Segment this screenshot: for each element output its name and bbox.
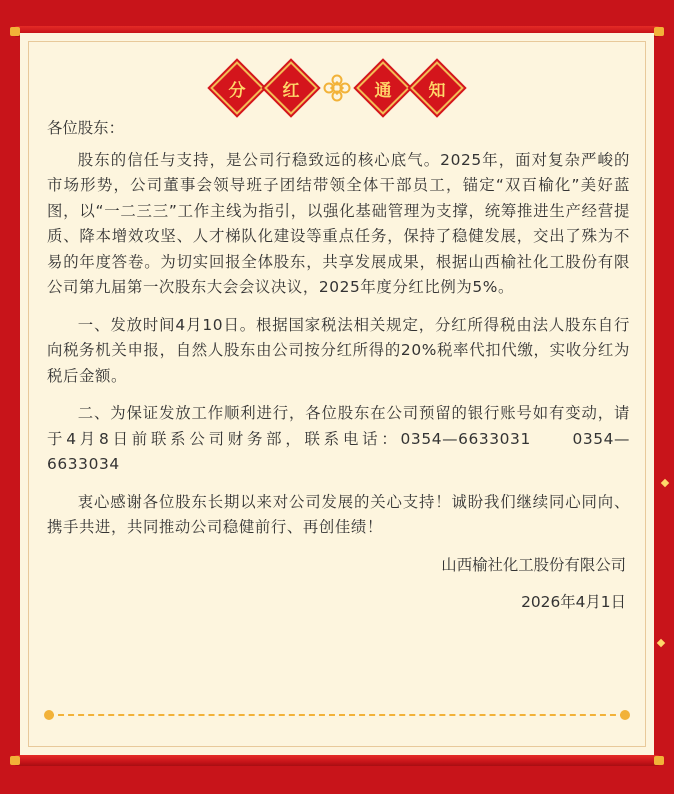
title-char: 分 [228,80,246,101]
title-diamond [410,61,464,115]
divider-dot [620,710,630,720]
sparkle-icon [661,479,669,487]
notice-title [0,63,674,113]
intro-paragraph: 股东的信任与支持，是公司行稳致远的核心底气。2025年，面对复杂严峻的市场形势，公司董事会领导班子团结带领全体干部员工，锚定“双百榆化”美好蓝图，以“一二三三”工作主线为指引，以强化基础管理为支撑，统筹推进生产经营提质、降本增效攻坚、人才梯队化建设等重点任务，保持了稳健发展，交出了殊为不易的年度答卷。为切实回报全体股东，共享发展成果，根据山西榆社化工股份有限公司第九届第一次股东大会会议决议，2025年度分红比例为5%。 [47,150,630,296]
title-char: 通 [374,80,392,101]
signature-date: 2026年4月1日 [521,593,626,611]
contact-paragraph: 二、为保证发放工作顺利进行，各位股东在公司预留的银行账号如有变动，请于4月8日前联系公司财务部，联系电话：0354—6633031 0354—6633034 [47,404,630,473]
title-char: 知 [428,80,446,101]
notice-body [47,116,630,616]
title-diamond [356,61,410,115]
signature-company: 山西榆社化工股份有限公司 [441,555,626,574]
payment-date-paragraph: 一、发放时间4月10日。根据国家税法相关规定，分红所得税由法人股东自行向税务机关申报，自然人股东由公司按分红所得的20%税率代扣代缴，实收分红为税后金额。 [47,315,630,385]
chinese-knot-icon [322,73,352,103]
title-diamond [210,61,264,115]
greeting: 各位股东： [47,119,124,137]
dashed-divider [48,714,626,718]
title-char: 红 [282,80,300,101]
bottom-scroll-rod [14,755,660,766]
thanks-paragraph: 衷心感谢各位股东长期以来对公司发展的关心支持！诚盼我们继续同心同向、携手共进，共同推动公司稳健前行、再创佳绩！ [47,492,630,536]
title-diamond [264,61,318,115]
sparkle-icon [657,639,665,647]
